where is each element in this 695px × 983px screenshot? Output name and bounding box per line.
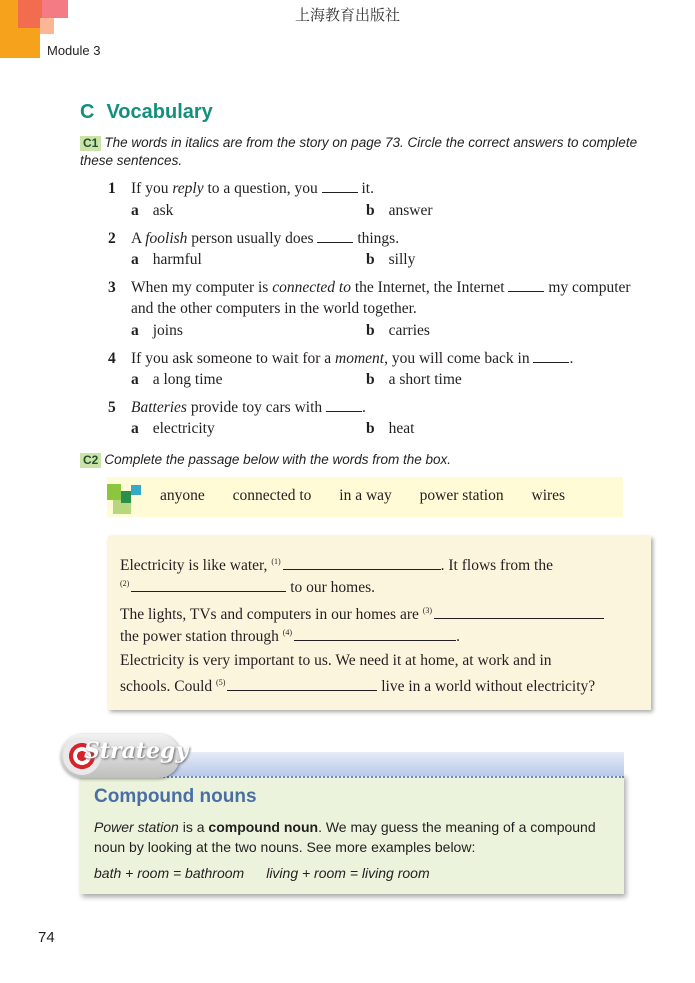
strategy-body-bold: compound noun [208,819,319,835]
key-word: Batteries [131,399,187,416]
option-text: harmful [152,251,202,268]
option-text: answer [388,202,433,219]
question-2 [108,228,648,249]
word-list [160,487,589,505]
option-text: carries [388,322,430,339]
answer-blank [326,398,362,412]
answer-blank [533,349,569,363]
passage-text: . It flows from the [440,557,553,575]
option-a[interactable]: a joins [131,322,183,339]
strategy-example: living + room = living room [266,865,430,881]
question-text: my computer and the other computers in the world together. [131,279,631,317]
section-title-text: Vocabulary [106,101,213,123]
c2-tag: C2 [80,453,101,468]
passage-line: Electricity is very important to us. We need it at home, at work and in [120,652,552,669]
question-5 [108,397,648,418]
passage-blank-2[interactable] [131,578,286,592]
key-word: moment [335,350,385,367]
passage-line [120,672,650,698]
passage-text: to our homes. [286,579,376,597]
answer-blank [317,229,353,243]
passage-blank-4[interactable] [294,627,456,641]
question-number: 4 [108,350,116,367]
question-number: 3 [108,279,116,296]
passage-line [120,573,650,599]
blank-number: (4) [282,628,293,637]
c1-tag: C1 [80,136,101,151]
option-a[interactable]: a ask [131,202,174,219]
page-number: 74 [38,929,55,946]
option-text: silly [388,251,416,268]
option-text: electricity [152,420,215,437]
option-b[interactable]: b carries [366,322,430,339]
option-b[interactable]: b a short time [366,371,462,388]
question-text: it. [357,180,374,197]
question-text: When my computer is [131,279,273,296]
option-b[interactable]: b heat [366,420,415,437]
strategy-example: bath + room = bathroom [94,865,245,881]
question-number: 1 [108,180,116,197]
key-word: reply [172,180,204,197]
answer-blank [508,278,544,292]
strategy-body-text: is a [178,819,209,835]
strategy-body-italic: Power station [94,819,179,835]
passage-box [108,536,651,710]
blank-number: (2) [120,579,130,588]
module-label: Module 3 [47,43,101,58]
question-text: . [569,350,574,367]
option-a[interactable]: a harmful [131,251,202,268]
c1-instruction [80,134,670,170]
strategy-body [94,817,618,857]
section-letter: C [80,101,95,123]
passage-text: . [456,628,460,646]
blank-number: (3) [422,606,433,615]
passage-text: Electricity is like water, [120,557,272,575]
question-text: If you ask someone to wait for a [131,350,336,367]
key-word: connected to [272,279,351,296]
c1-instruction-text: The words in italics are from the story on page 73. Circle the correct answers to complete these sentences. [80,135,638,168]
word-item: wires [531,487,566,504]
question-text: the Internet, the Internet [350,279,509,296]
option-b[interactable]: b answer [366,202,433,219]
passage-blank-3[interactable] [434,605,604,619]
strategy-body-text: . We may guess the meaning of a compound noun by looking at the two nouns. See more examples below: [94,819,596,855]
question-text: . [362,399,366,416]
passage-text: live in a world without electricity? [377,678,596,696]
question-text: provide toy cars with [186,399,327,416]
word-box-icon [107,484,121,500]
strategy-badge-text: Strategy [84,738,189,764]
option-text: a long time [152,371,223,388]
word-box-icon [131,485,141,495]
strategy-examples [94,865,452,881]
c2-instruction-text: Complete the passage below with the words from the box. [104,452,452,467]
question-text: A [131,230,146,247]
option-text: a short time [388,371,462,388]
option-text: ask [152,202,174,219]
option-b[interactable]: b silly [366,251,416,268]
question-number: 2 [108,230,116,247]
passage-blank-5[interactable] [227,677,377,691]
question-number: 5 [108,399,116,416]
c2-instruction [80,451,451,469]
passage-text: the power station through [120,628,283,646]
option-text: heat [388,420,415,437]
question-text: person usually does [187,230,318,247]
option-text: joins [152,322,183,339]
question-1 [108,178,648,199]
word-box-icon [121,491,131,503]
question-text: , you will come back in [384,350,534,367]
question-text: If you [131,180,173,197]
question-text: things. [353,230,400,247]
section-title [80,101,213,124]
word-item: power station [419,487,504,504]
option-a[interactable]: a electricity [131,420,215,437]
question-4 [108,348,648,369]
passage-text: The lights, TVs and computers in our homes are [120,606,423,624]
publisher-name: 上海教育出版社 [294,6,400,24]
word-item: anyone [160,487,205,504]
passage-line [120,622,650,648]
strategy-title: Compound nouns [94,786,257,807]
passage-text: schools. Could [120,678,217,696]
answer-blank [322,179,358,193]
question-3 [108,277,648,319]
key-word: foolish [145,230,188,247]
passage-blank-1[interactable] [283,556,441,570]
blank-number: (5) [216,678,226,687]
word-item: in a way [339,487,392,504]
question-text: to a question, you [203,180,322,197]
blank-number: (1) [271,557,281,566]
word-item: connected to [232,487,312,504]
option-a[interactable]: a a long time [131,371,223,388]
